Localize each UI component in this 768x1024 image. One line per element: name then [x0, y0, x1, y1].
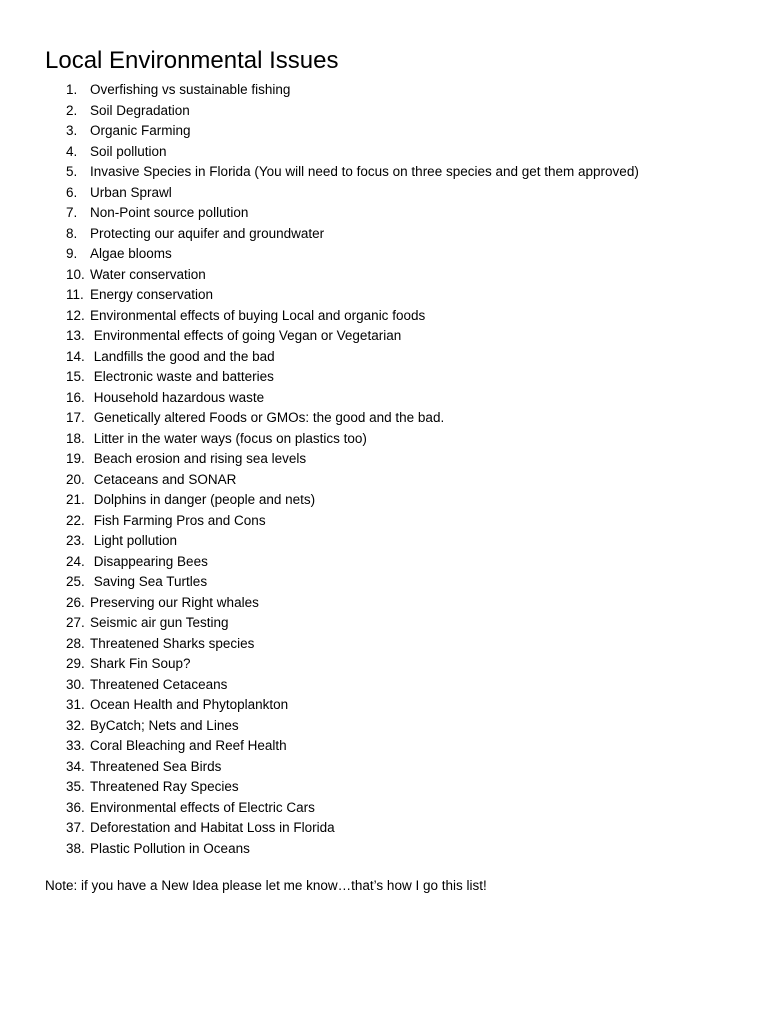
list-item-number: 10. [66, 266, 85, 282]
list-item-number: 18. [66, 430, 85, 446]
list-item-text: Invasive Species in Florida (You will need to focus on three species and get them approved) [90, 164, 639, 179]
list-item-number: 7. [66, 205, 78, 220]
list-item-number: 17. [66, 410, 85, 425]
list-item-text: Deforestation and Habitat Loss in Florida [90, 820, 335, 835]
list-item-number: 2. [66, 102, 78, 118]
list-item-text: Threatened Sea Birds [90, 758, 222, 774]
list-item-text: Fish Farming Pros and Cons [90, 512, 266, 528]
list-item-number: 31. [66, 697, 85, 712]
list-item-number: 24. [66, 553, 85, 569]
list-item-text: Threatened Ray Species [90, 779, 239, 794]
list-item-number: 19. [66, 451, 85, 466]
list-item-text: Light pollution [90, 533, 178, 548]
note-text: Note: if you have a New Idea please let me know…that’s how I go this list! [45, 878, 487, 893]
list-item-number: 1. [66, 82, 78, 97]
list-item-number: 6. [66, 184, 78, 200]
list-item-number: 16. [66, 389, 85, 405]
list-item-text: Litter in the water ways (focus on plastics too) [90, 430, 367, 446]
list-item-text: Saving Sea Turtles [90, 574, 208, 589]
list-item-text: Non-Point source pollution [90, 205, 249, 220]
list-item-number: 26. [66, 594, 85, 610]
list-item-text: Soil Degradation [90, 102, 190, 118]
list-item-number: 14. [66, 348, 85, 364]
list-item-number: 5. [66, 164, 78, 179]
list-item-number: 20. [66, 471, 85, 487]
list-item-number: 34. [66, 758, 85, 774]
list-item-number: 9. [66, 246, 78, 261]
list-item-text: Seismic air gun Testing [90, 615, 229, 630]
list-item-number: 4. [66, 143, 78, 159]
list-item-text: Urban Sprawl [90, 184, 172, 200]
list-item-text: Preserving our Right whales [90, 594, 259, 610]
list-item-text: Water conservation [90, 266, 206, 282]
list-item-text: Overfishing vs sustainable fishing [90, 82, 291, 97]
list-item-text: Cetaceans and SONAR [90, 471, 237, 487]
list-item-text: Beach erosion and rising sea levels [90, 451, 307, 466]
list-item-number: 36. [66, 799, 85, 815]
list-item-number: 21. [66, 492, 85, 507]
list-item-text: Landfills the good and the bad [90, 348, 275, 364]
list-item-number: 28. [66, 635, 85, 651]
list-item-number: 32. [66, 717, 85, 733]
list-item-number: 3. [66, 123, 78, 138]
list-item-text: Soil pollution [90, 143, 167, 159]
page-title: Local Environmental Issues [45, 47, 339, 74]
list-item-text: Environmental effects of buying Local and organic foods [90, 307, 426, 323]
list-item-number: 37. [66, 820, 85, 835]
list-item-number: 15. [66, 369, 85, 384]
list-item-text: Environmental effects of Electric Cars [90, 799, 315, 815]
list-item-number: 27. [66, 615, 85, 630]
list-item-number: 23. [66, 533, 85, 548]
list-item-text: Shark Fin Soup? [90, 656, 191, 671]
list-item-number: 38. [66, 840, 85, 856]
list-item-text: Disappearing Bees [90, 553, 208, 569]
list-item-number: 11. [66, 287, 84, 302]
list-item-text: Electronic waste and batteries [90, 369, 274, 384]
list-item-number: 8. [66, 225, 78, 241]
list-item-text: Genetically altered Foods or GMOs: the good and the bad. [90, 410, 445, 425]
list-item-text: Ocean Health and Phytoplankton [90, 697, 289, 712]
list-item-number: 35. [66, 779, 85, 794]
list-item-text: Environmental effects of going Vegan or Vegetarian [90, 328, 402, 343]
list-item-text: Household hazardous waste [90, 389, 265, 405]
list-item-number: 22. [66, 512, 85, 528]
list-item-text: Algae blooms [90, 246, 172, 261]
list-item-number: 30. [66, 676, 85, 692]
list-item-number: 25. [66, 574, 85, 589]
list-item-text: Energy conservation [90, 287, 214, 302]
list-item-number: 29. [66, 656, 85, 671]
list-item-number: 13. [66, 328, 85, 343]
list-item-text: Dolphins in danger (people and nets) [90, 492, 316, 507]
list-item-text: Coral Bleaching and Reef Health [90, 738, 287, 753]
list-item-text: Organic Farming [90, 123, 191, 138]
list-item-number: 33. [66, 738, 85, 753]
list-item-text: ByCatch; Nets and Lines [90, 717, 239, 733]
list-item-text: Threatened Sharks species [90, 635, 255, 651]
list-item-number: 12. [66, 307, 85, 323]
list-item-text: Plastic Pollution in Oceans [90, 840, 250, 856]
list-item-text: Protecting our aquifer and groundwater [90, 225, 325, 241]
list-item-text: Threatened Cetaceans [90, 676, 228, 692]
